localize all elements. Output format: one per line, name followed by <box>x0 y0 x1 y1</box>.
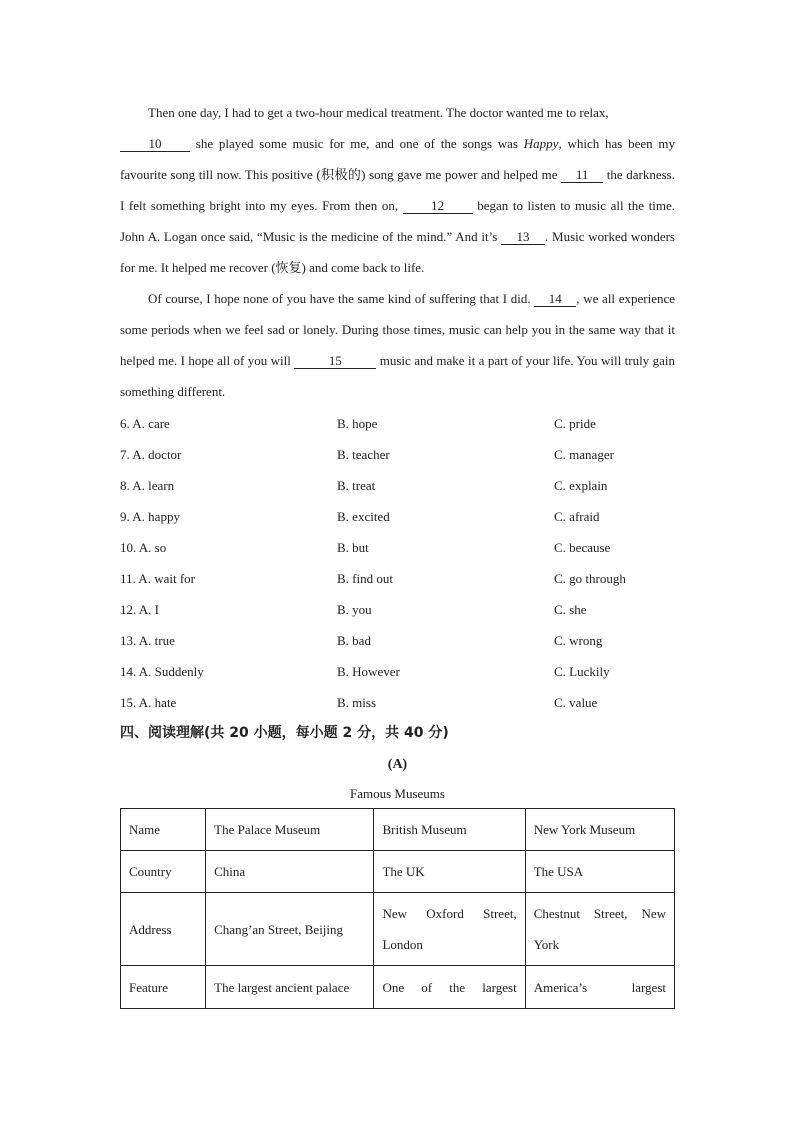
passage-paragraph-1 <box>120 97 675 283</box>
table-cell: China <box>206 851 374 893</box>
option-c: C. explain <box>554 478 608 493</box>
option-a: 8. A. learn <box>120 478 175 493</box>
p1-text-1: Then one day, I had to get a two-hour medical treatment. The doctor wanted me to relax, <box>148 105 609 120</box>
option-b: B. However <box>337 664 400 679</box>
option-c: C. pride <box>554 416 596 431</box>
museum-table <box>120 808 675 1009</box>
option-row <box>120 532 675 563</box>
table-cell: Name <box>121 809 206 851</box>
option-c: C. wrong <box>554 633 603 648</box>
table-cell: Feature <box>121 966 206 1009</box>
table-title: Famous Museums <box>350 786 445 801</box>
p2-text-3: music and make it a part of your life. You will truly gain something different. <box>120 353 675 399</box>
option-a: 14. A. Suddenly <box>120 664 204 679</box>
option-a: 6. A. care <box>120 416 170 431</box>
option-a: 7. A. doctor <box>120 447 182 462</box>
blank-12: 12 <box>403 198 473 214</box>
table-cell: The largest ancient palace <box>206 966 374 1009</box>
option-a: 13. A. true <box>120 633 175 648</box>
p2-text-2: , we all experience some periods when we feel sad or lonely. During those times, music can help you in the same way that it helped me. I hope all of you will <box>120 291 676 368</box>
table-cell: America’s largest <box>525 966 674 1009</box>
p1-text-6: . Music worked wonders for me. It helped me recover (恢复) and come back to life. <box>120 229 675 275</box>
blank-14: 14 <box>534 291 576 307</box>
option-c: C. because <box>554 540 611 555</box>
option-c: C. Luckily <box>554 664 610 679</box>
table-cell: British Museum <box>374 809 525 851</box>
option-b: B. find out <box>337 571 393 586</box>
table-cell: Address <box>121 893 206 966</box>
table-cell: The USA <box>525 851 674 893</box>
option-a: 9. A. happy <box>120 509 180 524</box>
option-row <box>120 470 675 501</box>
table-row <box>121 966 675 1009</box>
section-title: 四、阅读理解(共 20 小题，每小题 2 分，共 40 分) <box>120 725 449 741</box>
document-page <box>120 97 675 1009</box>
table-cell: The UK <box>374 851 525 893</box>
blank-13: 13 <box>501 229 545 245</box>
p1-text-5: began to listen to music all the time. John A. Logan once said, “Music is the medicine of the mind.” And it’s <box>120 198 676 244</box>
passage-paragraph-2 <box>120 283 675 407</box>
blank-15: 15 <box>294 353 376 369</box>
passage-label: (A) <box>387 757 408 772</box>
p2-text-1: Of course, I hope none of you have the same kind of suffering that I did. <box>148 291 535 306</box>
option-b: B. hope <box>337 416 378 431</box>
option-b: B. but <box>337 540 369 555</box>
table-cell: One of the largest <box>374 966 525 1009</box>
option-row <box>120 687 675 718</box>
table-row <box>121 809 675 851</box>
option-b: B. bad <box>337 633 371 648</box>
table-row <box>121 851 675 893</box>
option-row <box>120 656 675 687</box>
table-row <box>121 893 675 966</box>
option-row <box>120 594 675 625</box>
option-row <box>120 439 675 470</box>
option-a: 12. A. I <box>120 602 159 617</box>
option-c: C. she <box>554 602 587 617</box>
option-b: B. excited <box>337 509 390 524</box>
option-row <box>120 408 675 439</box>
table-cell: Country <box>121 851 206 893</box>
table-cell: The Palace Museum <box>206 809 374 851</box>
song-title: Happy <box>523 136 559 151</box>
p1-text-2: she played some music for me, and one of the songs was <box>190 136 524 151</box>
option-a: 11. A. wait for <box>120 571 195 586</box>
p1-text-4: the darkness. I felt something bright into my eyes. From then on, <box>120 167 675 213</box>
option-b: B. you <box>337 602 372 617</box>
table-cell: Chang’an Street, Beijing <box>206 893 374 966</box>
option-c: C. afraid <box>554 509 600 524</box>
blank-11: 11 <box>561 167 603 183</box>
option-row <box>120 563 675 594</box>
table-cell: New York Museum <box>525 809 674 851</box>
option-row <box>120 501 675 532</box>
table-cell: New Oxford Street, London <box>374 893 525 966</box>
option-b: B. treat <box>337 478 376 493</box>
option-a: 15. A. hate <box>120 695 177 710</box>
option-row <box>120 625 675 656</box>
option-b: B. miss <box>337 695 377 710</box>
option-c: C. manager <box>554 447 614 462</box>
blank-10: 10 <box>120 136 190 152</box>
option-c: C. value <box>554 695 598 710</box>
option-b: B. teacher <box>337 447 390 462</box>
answer-options <box>120 408 675 718</box>
p1-text-3: , which has been my favourite song till now. This positive (积极的) song gave me power and helped me <box>120 136 675 182</box>
table-cell: Chestnut Street, New York <box>525 893 674 966</box>
option-c: C. go through <box>554 571 626 586</box>
option-a: 10. A. so <box>120 540 167 555</box>
